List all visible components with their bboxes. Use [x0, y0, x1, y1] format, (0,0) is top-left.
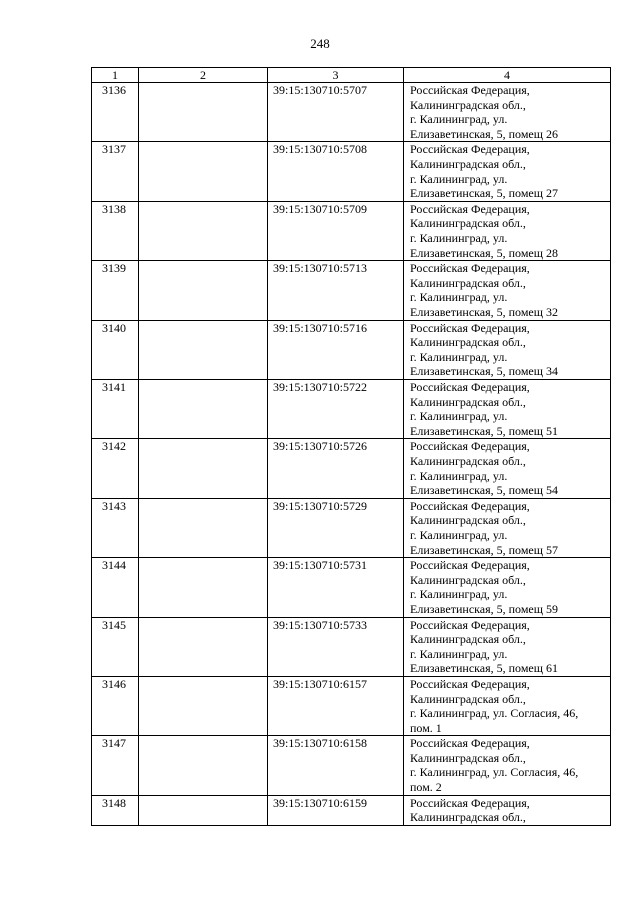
address-cell	[404, 439, 611, 498]
cadastral-number-cell: 39:15:130710:5713	[268, 261, 404, 320]
row-number-cell: 3142	[92, 439, 139, 498]
address-line: Елизаветинская, 5, помещ 57	[410, 542, 558, 557]
table-row	[92, 676, 611, 735]
row-number-cell: 3139	[92, 261, 139, 320]
cadastral-number-cell: 39:15:130710:5729	[268, 498, 404, 557]
cadastral-number-cell: 39:15:130710:6158	[268, 736, 404, 795]
table-row	[92, 498, 611, 557]
column-2-cell	[139, 83, 268, 142]
address-line: Елизаветинская, 5, помещ 28	[410, 245, 558, 260]
table-row	[92, 736, 611, 795]
row-number-cell: 3138	[92, 201, 139, 260]
address-line: Елизаветинская, 5, помещ 34	[410, 364, 558, 379]
address-cell	[404, 676, 611, 735]
address-line: г. Калининград, ул.	[410, 112, 508, 127]
cadastral-number-cell: 39:15:130710:5707	[268, 83, 404, 142]
column-2-cell	[139, 795, 268, 825]
column-2-cell	[139, 439, 268, 498]
row-number-cell: 3145	[92, 617, 139, 676]
cadastral-number-cell: 39:15:130710:5733	[268, 617, 404, 676]
address-cell	[404, 736, 611, 795]
column-header-2: 2	[139, 68, 268, 83]
column-header-1: 1	[92, 68, 139, 83]
address-cell	[404, 795, 611, 825]
row-number-cell: 3146	[92, 676, 139, 735]
page-number: 248	[310, 36, 330, 51]
address-line: Российская Федерация,	[410, 795, 530, 810]
table-body	[92, 83, 611, 826]
address-line: г. Калининград, ул.	[410, 409, 508, 424]
column-2-cell	[139, 558, 268, 617]
header-row	[92, 68, 611, 83]
column-2-cell	[139, 736, 268, 795]
column-2-cell	[139, 261, 268, 320]
table-row	[92, 201, 611, 260]
row-number-cell: 3137	[92, 142, 139, 201]
address-line: Елизаветинская, 5, помещ 59	[410, 601, 558, 616]
address-line: Российская Федерация,	[410, 498, 530, 513]
address-line: Калининградская обл.,	[410, 156, 526, 171]
cadastral-number-cell: 39:15:130710:6157	[268, 676, 404, 735]
address-line: Российская Федерация,	[410, 439, 530, 454]
address-line: г. Калининград, ул.	[410, 646, 508, 661]
address-line: Калининградская обл.,	[410, 572, 526, 587]
address-line: Калининградская обл.,	[410, 750, 526, 765]
column-header-3: 3	[268, 68, 404, 83]
address-line: Российская Федерация,	[410, 379, 530, 394]
address-line: Российская Федерация,	[410, 617, 530, 632]
address-line: г. Калининград, ул. Согласия, 46,	[410, 765, 579, 780]
address-line: Российская Федерация,	[410, 736, 530, 751]
address-line: Российская Федерация,	[410, 320, 530, 335]
address-line: пом. 2	[410, 780, 442, 795]
address-line: Российская Федерация,	[410, 201, 530, 216]
row-number-cell: 3147	[92, 736, 139, 795]
row-number-cell: 3141	[92, 379, 139, 438]
address-line: Калининградская обл.,	[410, 394, 526, 409]
cadastral-number-cell: 39:15:130710:5726	[268, 439, 404, 498]
table-row	[92, 379, 611, 438]
table-row	[92, 558, 611, 617]
address-line: Калининградская обл.,	[410, 513, 526, 528]
table-row	[92, 320, 611, 379]
cadastral-number-cell: 39:15:130710:6159	[268, 795, 404, 825]
row-number-cell: 3148	[92, 795, 139, 825]
column-2-cell	[139, 498, 268, 557]
address-line: Елизаветинская, 5, помещ 27	[410, 186, 558, 201]
column-2-cell	[139, 142, 268, 201]
address-line: пом. 1	[410, 720, 442, 735]
address-line: Российская Федерация,	[410, 558, 530, 573]
address-line: Калининградская обл.,	[410, 453, 526, 468]
column-2-cell	[139, 676, 268, 735]
address-line: Калининградская обл.,	[410, 275, 526, 290]
address-line: Калининградская обл.,	[410, 632, 526, 647]
address-line: Елизаветинская, 5, помещ 32	[410, 304, 558, 319]
column-2-cell	[139, 201, 268, 260]
column-2-cell	[139, 320, 268, 379]
table-header	[92, 68, 611, 83]
address-line: Елизаветинская, 5, помещ 61	[410, 661, 558, 676]
table-row	[92, 261, 611, 320]
address-line: Калининградская обл.,	[410, 810, 526, 825]
row-number-cell: 3136	[92, 83, 139, 142]
address-line: г. Калининград, ул.	[410, 587, 508, 602]
address-cell	[404, 558, 611, 617]
address-line: Российская Федерация,	[410, 83, 530, 97]
address-line: г. Калининград, ул.	[410, 468, 508, 483]
address-cell	[404, 83, 611, 142]
table-row	[92, 439, 611, 498]
cadastral-number-cell: 39:15:130710:5708	[268, 142, 404, 201]
cadastral-number-cell: 39:15:130710:5709	[268, 201, 404, 260]
row-number-cell: 3143	[92, 498, 139, 557]
cadastral-number-cell: 39:15:130710:5722	[268, 379, 404, 438]
address-line: Калининградская обл.,	[410, 216, 526, 231]
address-cell	[404, 142, 611, 201]
address-line: Российская Федерация,	[410, 676, 530, 691]
address-line: г. Калининград, ул.	[410, 230, 508, 245]
address-cell	[404, 617, 611, 676]
column-2-cell	[139, 617, 268, 676]
address-line: г. Калининград, ул.	[410, 290, 508, 305]
address-line: г. Калининград, ул.	[410, 349, 508, 364]
table-row	[92, 795, 611, 825]
address-line: Российская Федерация,	[410, 261, 530, 276]
table-row	[92, 142, 611, 201]
address-line: Елизаветинская, 5, помещ 51	[410, 423, 558, 438]
column-header-4: 4	[404, 68, 611, 83]
registry-table	[91, 67, 611, 826]
address-cell	[404, 379, 611, 438]
address-cell	[404, 201, 611, 260]
row-number-cell: 3140	[92, 320, 139, 379]
cadastral-number-cell: 39:15:130710:5731	[268, 558, 404, 617]
column-2-cell	[139, 379, 268, 438]
address-line: Калининградская обл.,	[410, 691, 526, 706]
address-line: Российская Федерация,	[410, 142, 530, 157]
address-line: г. Калининград, ул. Согласия, 46,	[410, 706, 579, 721]
row-number-cell: 3144	[92, 558, 139, 617]
address-line: Елизаветинская, 5, помещ 26	[410, 126, 558, 141]
address-cell	[404, 261, 611, 320]
address-cell	[404, 498, 611, 557]
address-line: Елизаветинская, 5, помещ 54	[410, 483, 558, 498]
address-line: г. Калининград, ул.	[410, 171, 508, 186]
address-line: г. Калининград, ул.	[410, 527, 508, 542]
address-line: Калининградская обл.,	[410, 97, 526, 112]
cadastral-number-cell: 39:15:130710:5716	[268, 320, 404, 379]
table-row	[92, 83, 611, 142]
table-row	[92, 617, 611, 676]
address-cell	[404, 320, 611, 379]
address-line: Калининградская обл.,	[410, 335, 526, 350]
